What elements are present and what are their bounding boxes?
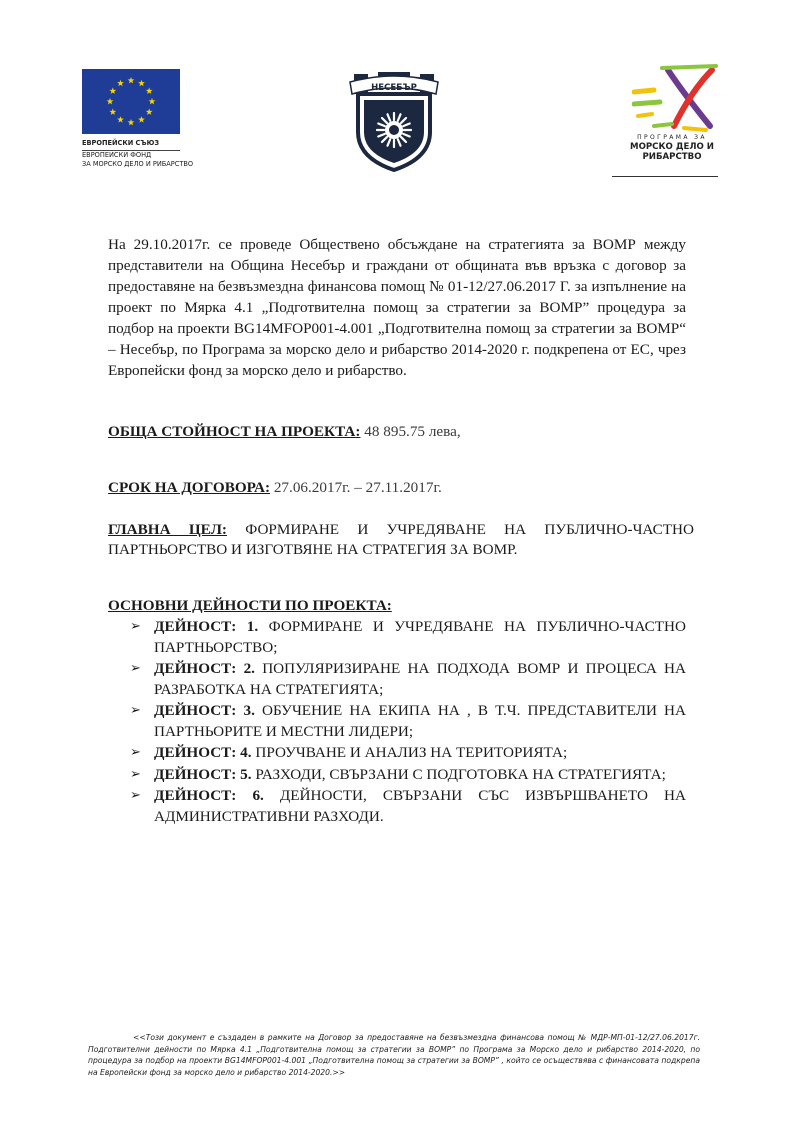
total-value-row — [108, 421, 461, 442]
activity-item — [130, 743, 686, 764]
eu-logo-divider — [82, 150, 180, 151]
contract-term-row — [108, 477, 442, 498]
contract-term-label: СРОК НА ДОГОВОРА: — [108, 479, 271, 496]
eu-star-icon — [128, 119, 135, 126]
activity-label: ДЕЙНОСТ: 2. — [154, 660, 255, 677]
arrow-bullet-icon: ➢ — [130, 745, 141, 760]
activities-heading: ОСНОВНИ ДЕЙНОСТИ ПО ПРОЕКТА: — [108, 597, 392, 614]
activity-text: ОБУЧЕНИЕ НА ЕКИПА НА , В Т.Ч. ПРЕДСТАВИТЕЛИ НА ПАРТНЬОРИТЕ И МЕСТНИ ЛИДЕРИ; — [154, 702, 686, 740]
arrow-bullet-icon: ➢ — [130, 703, 141, 718]
eu-logo-line1: ЕВРОПЕЙСКИ СЪЮЗ — [82, 139, 160, 147]
eu-logo-line2: ЕВРОПЕЙСКИ ФОНД — [82, 151, 152, 159]
activity-text: ПРОУЧВАНЕ И АНАЛИЗ НА ТЕРИТОРИЯТА; — [255, 744, 568, 761]
eu-star-icon — [109, 108, 116, 115]
activity-item — [130, 701, 686, 742]
eu-star-icon — [117, 116, 124, 123]
activity-item — [130, 617, 686, 658]
main-goal-label: ГЛАВНА ЦЕЛ: — [108, 521, 227, 538]
nesebar-crest-logo — [348, 72, 440, 172]
programme-logo-caption — [622, 134, 722, 162]
activity-label: ДЕЙНОСТ: 6. — [154, 787, 264, 804]
activity-text: ДЕЙНОСТИ, СВЪРЗАНИ СЪС ИЗВЪРШВАНЕТО НА АДМИНИСТРАТИВНИ РАЗХОДИ. — [154, 787, 686, 825]
crest-banner-text: НЕСЕБЪР — [371, 83, 417, 93]
main-goal-text: ФОРМИРАНЕ И УЧРЕДЯВАНЕ НА ПУБЛИЧНО-ЧАСТНО ПАРТНЬОРСТВО И ИЗГОТВЯНЕ НА СТРАТЕГИЯ ЗА ВОМР. — [108, 521, 694, 558]
eu-star-icon — [146, 108, 153, 115]
eu-star-icon — [146, 87, 153, 94]
eu-star-icon — [149, 98, 156, 105]
activity-text: ФОРМИРАНЕ И УЧРЕДЯВАНЕ НА ПУБЛИЧНО-ЧАСТНО ПАРТНЬОРСТВО; — [154, 618, 686, 656]
arrow-bullet-icon: ➢ — [130, 661, 141, 676]
programme-logo-line2: РИБАРСТВО — [642, 152, 702, 162]
activity-label: ДЕЙНОСТ: 1. — [154, 618, 259, 635]
programme-logo-small: ПРОГРАМА ЗА — [637, 134, 707, 141]
eu-stars-icon — [82, 69, 180, 134]
activity-item — [130, 786, 686, 827]
main-goal — [108, 520, 694, 560]
activity-label: ДЕЙНОСТ: 3. — [154, 702, 255, 719]
programme-logo-line1: МОРСКО ДЕЛО И — [630, 142, 714, 152]
activities-list — [130, 617, 686, 828]
eu-logo-line3: ЗА МОРСКО ДЕЛО И РИБАРСТВО — [82, 160, 194, 168]
eu-star-icon — [138, 116, 145, 123]
activity-item — [130, 659, 686, 700]
activity-label: ДЕЙНОСТ: 5. — [154, 765, 252, 783]
programme-logo-divider — [612, 176, 718, 177]
arrow-bullet-icon: ➢ — [130, 788, 141, 803]
eu-logo-caption — [82, 139, 193, 169]
eu-star-icon — [109, 87, 116, 94]
contract-term-dates: 27.06.2017г. – 27.11.2017г. — [273, 479, 442, 496]
eu-star-icon — [107, 98, 114, 105]
activity-text: РАЗХОДИ, СВЪРЗАНИ С ПОДГОТОВКА НА СТРАТЕГИЯТА; — [255, 765, 666, 783]
eu-star-icon — [128, 77, 135, 84]
activity-text: ПОПУЛЯРИЗИРАНЕ НА ПОДХОДА ВОМР И ПРОЦЕСА НА РАЗРАБОТКА НА СТРАТЕГИЯТА; — [154, 660, 686, 698]
total-value-label: ОБЩА СТОЙНОСТ НА ПРОЕКТА: — [108, 423, 361, 440]
activity-item — [130, 765, 686, 786]
arrow-bullet-icon: ➢ — [130, 766, 141, 782]
eu-flag-logo — [82, 69, 180, 134]
total-value-amount: 48 895.75 лева, — [364, 423, 461, 440]
fisheries-programme-logo — [632, 64, 718, 134]
arrow-bullet-icon: ➢ — [130, 619, 141, 634]
eu-star-icon — [117, 80, 124, 87]
intro-paragraph: На 29.10.2017г. се проведе Обществено обсъждане на стратегията за ВОМР между представители на Община Несебър и граждани от общината във връзка с договор за предоставяне на безвъзмездна финансова помощ № 01-12/27.06.2017 Г. за изпълнение на проект по Мярка 4.1 „Подготвителна помощ за стратегии за ВОМР” процедура за подбор на проекти BG14MFOP001-4.001 „Подготвителна помощ за стратегии за ВОМР“ – Несебър, по Програма за морско дело и рибарство 2014-2020 г. подкрепена от ЕС, чрез Европейски фонд за морско дело и рибарство. — [108, 236, 686, 379]
eu-star-icon — [138, 80, 145, 87]
footer-disclaimer: <<Този документ е създаден в рамките на Договор за предоставяне на безвъзмездна финансова помощ № МДР-МП-01-12/27.06.2017г. Подготвителни дейности по Мярка 4.1 „Подготвителна помощ за стратегии за ВОМР” по Програма за Морско дело и рибарство 2014-2020, по процедура за подбор на проекти BG14MFOP001-4.001 „Подготвителна помощ за стратегии за ВОМР” , който се осъществява с финансовата подкрепа на Европейски фонд за морско дело и рибарство 2014-2020.>> — [88, 1033, 700, 1077]
activity-label: ДЕЙНОСТ: 4. — [154, 744, 252, 761]
